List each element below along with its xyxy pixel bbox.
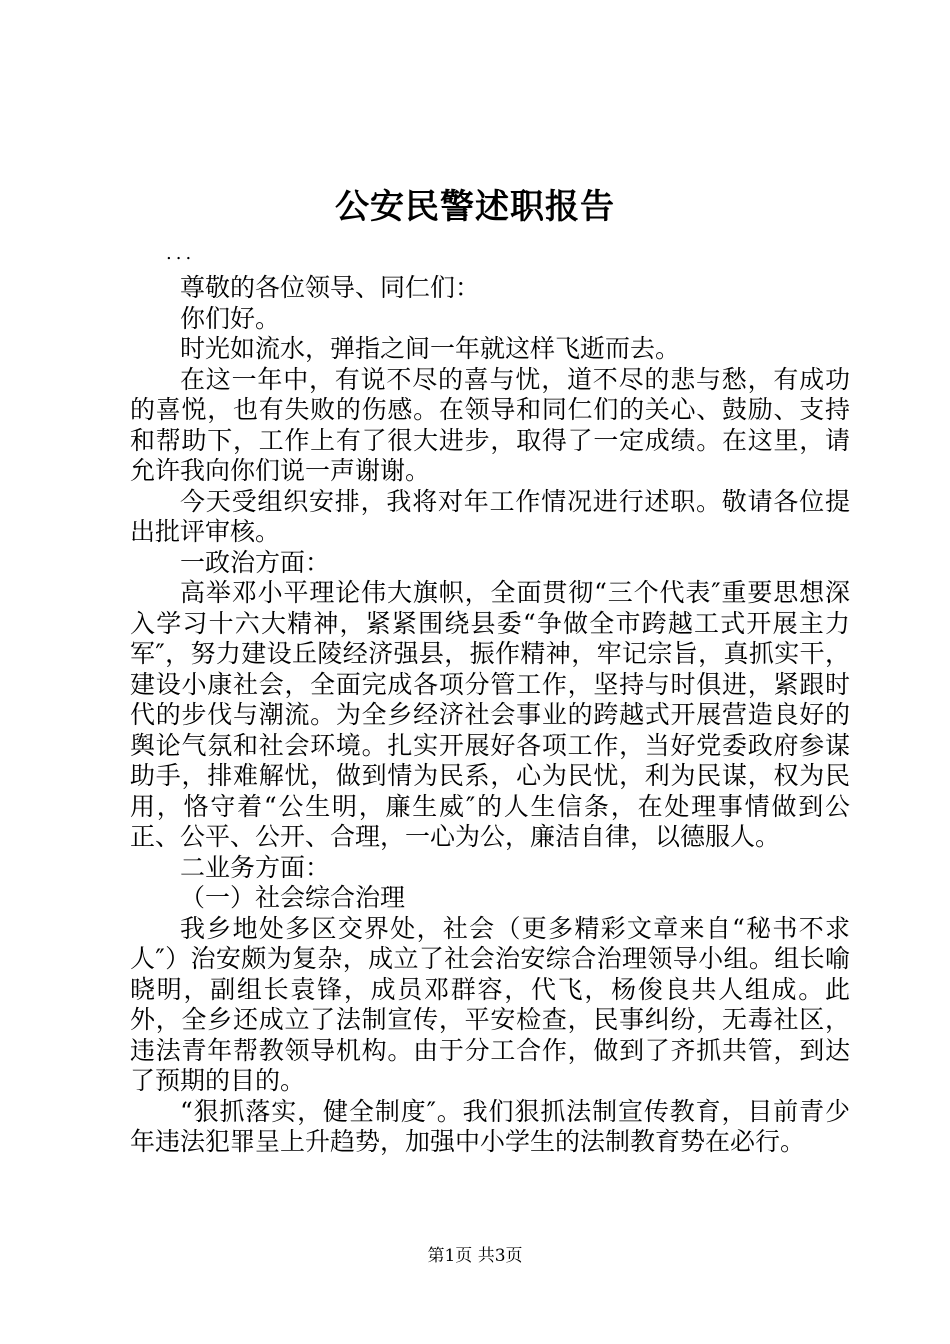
paragraph-politics: 高举邓小平理论伟大旗帜，全面贯彻“三个代表″重要思想深入学习十六大精神，紧紧围绕县委“争做全市跨越工式开展主力军″，努力建设丘陵经济强县，振作精神，牢记宗旨，真抓实干，建设小康社会，全面完成各项分管工作，坚持与时俱进，紧跟时代的步伐与潮流。为全乡经济社会事业的跨越式开展营造良好的舆论气氛和社会环境。扎实开展好各项工作，当好党委政府参谋助手，排难解忧，做到情为民系，心为民忧，利为民谋，权为民用，恪守着“公生明，廉生威″的人生信条，在处理事情做到公正、公平、公开、合理，一心为公，廉洁自律，以德服人。 xyxy=(130,578,850,851)
section-heading-business: 二业务方面： xyxy=(180,852,331,882)
paragraph-time: 时光如流水，弹指之间一年就这样飞逝而去。 xyxy=(180,334,681,363)
paragraph-hello: 你们好。 xyxy=(180,303,281,333)
document-body xyxy=(130,243,850,1158)
document-title: 公安民警述职报告 xyxy=(335,187,615,227)
page-footer: 第1页 共3页 xyxy=(427,1246,523,1266)
paragraph-legal-education: “狠抓落实，健全制度″。我们狠抓法制宣传教育，目前青少年违法犯罪呈上升趋势，加强中小学生的法制教育势在必行。 xyxy=(130,1096,850,1156)
paragraph-governance: 我乡地处多区交界处，社会（更多精彩文章来自“秘书不求人″）治安颇为复杂，成立了社会治安综合治理领导小组。组长喻晓明，副组长袁锋，成员邓群容，代飞，杨俊良共人组成。此外，全乡还成立了法制宣传，平安检查，民事纠纷，无毒社区，违法青年帮教领导机构。由于分工合作，做到了齐抓共管，到达了预期的目的。 xyxy=(130,913,850,1095)
paragraph-report-intro: 今天受组织安排，我将对年工作情况进行述职。敬请各位提出批评审核。 xyxy=(130,486,850,546)
ellipsis-marker: ... xyxy=(166,243,196,264)
section-heading-politics: 一政治方面： xyxy=(180,547,331,577)
paragraph-year-review: 在这一年中，有说不尽的喜与忧，道不尽的悲与愁，有成功的喜悦，也有失败的伤感。在领导和同仁们的关心、鼓励、支持和帮助下，工作上有了很大进步，取得了一定成绩。在这里，请允许我向你们说一声谢谢。 xyxy=(130,364,850,485)
paragraph-greeting: 尊敬的各位领导、同仁们： xyxy=(180,273,481,302)
subsection-heading-governance: （一）社会综合治理 xyxy=(180,883,406,912)
